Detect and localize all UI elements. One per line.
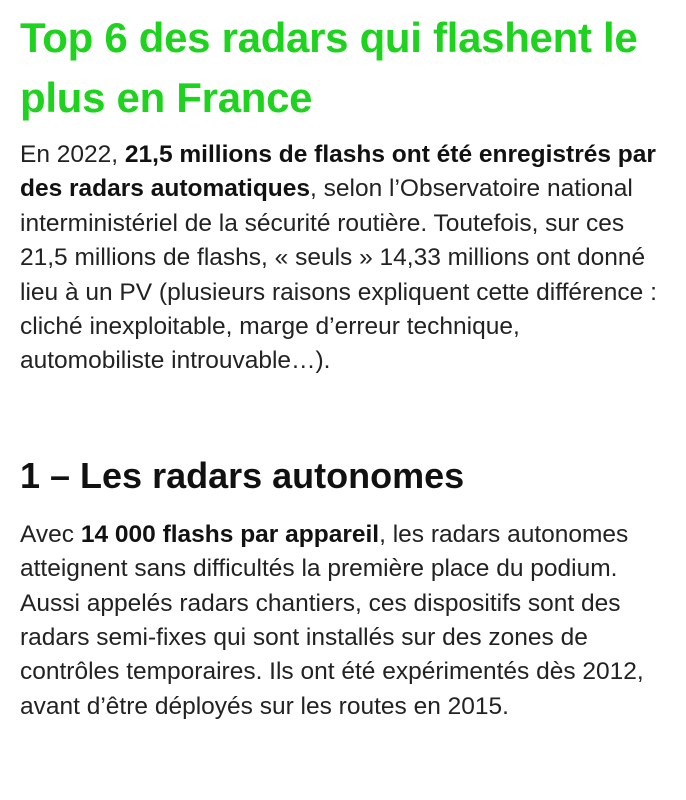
intro-paragraph bbox=[20, 138, 662, 379]
section-paragraph-radars-autonomes bbox=[20, 518, 662, 724]
intro-text-start: En 2022, bbox=[20, 141, 125, 168]
section-text-start: Avec bbox=[20, 520, 81, 548]
intro-highlight: 21,5 millions de flashs ont été enregistrés par des radars automatiques bbox=[20, 141, 656, 203]
section-heading-radars-autonomes: 1 – Les radars autonomes bbox=[20, 454, 465, 496]
article-title: Top 6 des radars qui flashent le plus en France bbox=[20, 14, 638, 121]
section-text-end: , les radars autonomes atteignent sans difficultés la première place du podium. Aussi appelés radars chantiers, ces dispositifs sont des radars semi-fixes qui sont installés sur des zones de contrôles temporaires. Ils ont été expérimentés dès 2012, avant d’être déployés sur les routes en 2015. bbox=[20, 520, 644, 720]
section-highlight: 14 000 flashs par appareil bbox=[80, 520, 380, 548]
intro-text-end: , selon l’Observatoire national interministériel de la sécurité routière. Toutefois, sur ces 21,5 millions de flashs, « seuls » 14,33 millions ont donné lieu à un PV (plusieurs raisons expliquent cette différence : cliché inexploitable, marge d’erreur technique, automobiliste introuvable…). bbox=[20, 175, 657, 375]
